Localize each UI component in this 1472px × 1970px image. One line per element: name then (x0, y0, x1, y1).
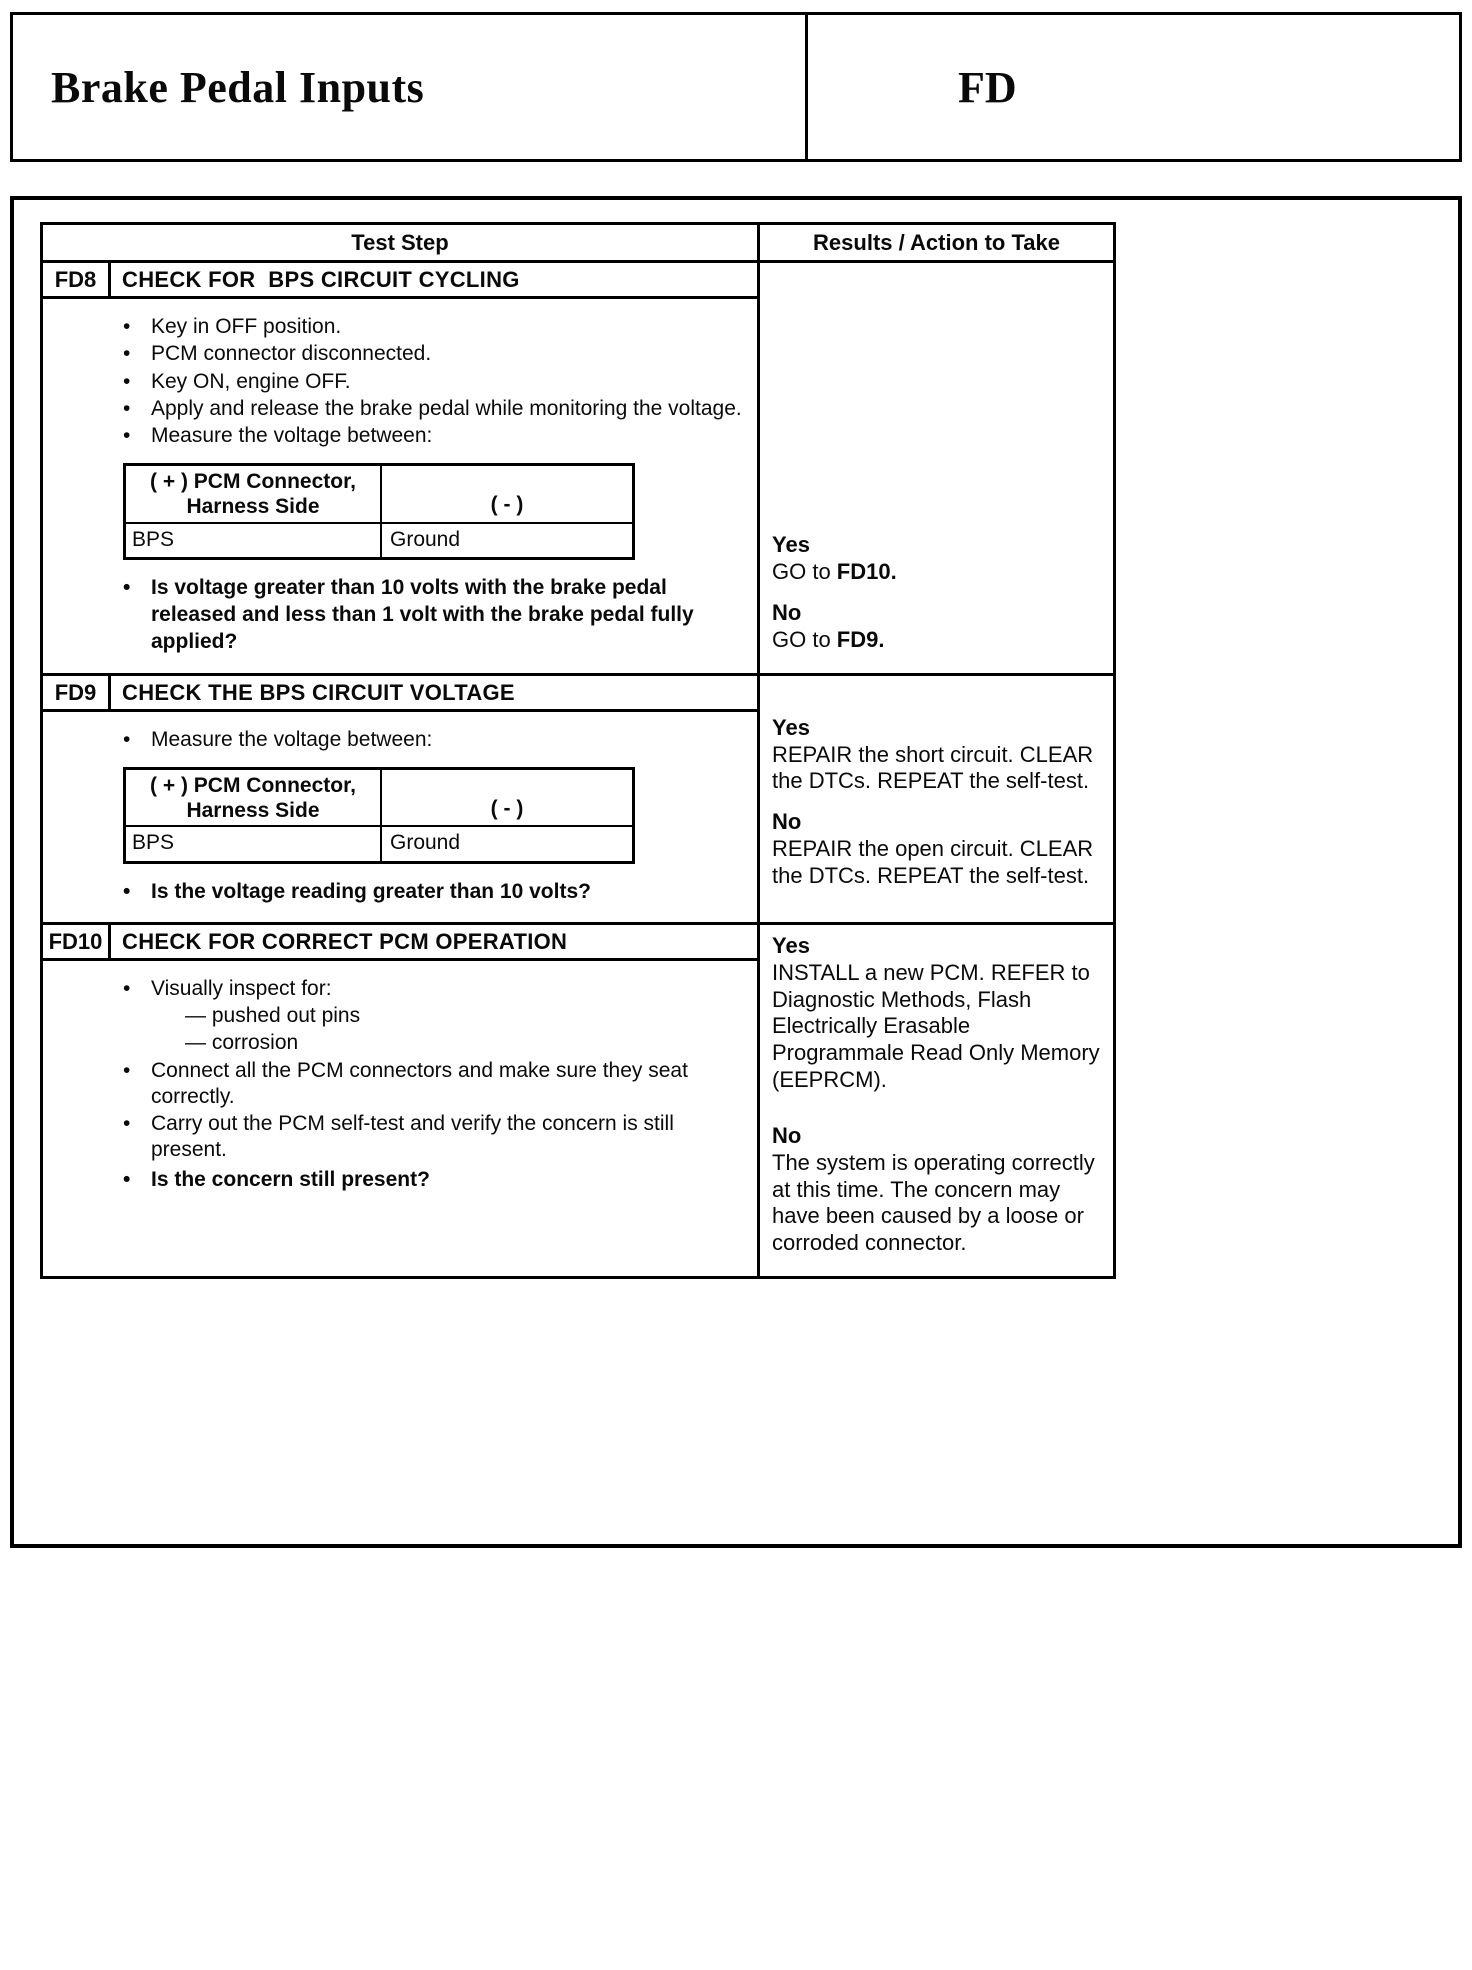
dash-sub-item: — corrosion (185, 1031, 299, 1055)
column-header-results: Results / Action to Take (813, 230, 1060, 255)
result-label: No (772, 600, 802, 626)
page-title: Brake Pedal Inputs (51, 62, 425, 112)
result-action-ref: FD9. (836, 626, 885, 652)
step-title: CHECK FOR BPS CIRCUIT CYCLING (122, 267, 520, 292)
result-action-text: GO to (772, 626, 837, 652)
page-header (10, 12, 1462, 162)
result-no (772, 600, 1103, 654)
meter-value-negative: Ground (390, 527, 461, 551)
result-label: Yes (772, 714, 810, 740)
meter-value-negative: Ground (390, 831, 461, 855)
meter-table-header (126, 466, 632, 523)
step-title: CHECK FOR CORRECT PCM OPERATION (122, 928, 568, 954)
bullet-text: • Apply and release the brake pedal while monitoring the voltage. (151, 396, 742, 420)
result-yes (772, 715, 1103, 795)
meter-header-positive-line1: ( + ) PCM Connector, (150, 470, 356, 494)
bullet-item (123, 341, 745, 367)
step-header (43, 263, 757, 299)
test-step-cell (43, 676, 760, 922)
result-action: The system is operating correctly at this time. The concern may have been caused by a loose or corroded connector. (772, 1149, 1095, 1256)
step-header (43, 925, 757, 961)
step-id-badge: FD8 (43, 263, 111, 296)
result-action: REPAIR the open circuit. CLEAR the DTCs. REPEAT the self-test. (772, 836, 1094, 888)
meter-header-negative: ( - ) (490, 797, 524, 821)
result-label: No (772, 809, 802, 835)
bullet-item (123, 423, 745, 449)
bullet-item (123, 369, 745, 395)
result-action: REPAIR the short circuit. CLEAR the DTCs. REPEAT the self-test. (772, 741, 1094, 794)
result-action (772, 559, 1103, 586)
section-code: FD (958, 62, 1017, 112)
result-action-text: GO to (772, 559, 837, 585)
result-action: INSTALL a new PCM. REFER to Diagnostic Methods, Flash Electrically Erasable Programmale Read Only Memory (EEPRCM). (772, 959, 1100, 1093)
meter-table-row (126, 524, 632, 557)
step-id-badge: FD9 (43, 676, 111, 709)
step-body (43, 299, 757, 673)
bullet-item (123, 314, 745, 340)
meter-header-positive (126, 770, 382, 825)
table-header-row (43, 225, 1113, 263)
bullet-text: • Carry out the PCM self-test and verify the concern is still present. (151, 1112, 674, 1162)
test-step-cell (43, 263, 760, 673)
bullet-item (123, 976, 745, 1002)
bullet-text: • Key in OFF position. (151, 315, 342, 338)
meter-header-positive-line1: ( + ) PCM Connector, (150, 774, 356, 798)
question-text: • Is the concern still present? (151, 1167, 430, 1191)
meter-table-row (126, 827, 632, 860)
bullet-text: • PCM connector disconnected. (151, 342, 432, 366)
step-row-fd10 (43, 922, 1113, 1276)
result-yes (772, 933, 1103, 1094)
result-label: Yes (772, 532, 810, 558)
step-row-fd8 (43, 263, 1113, 673)
meter-header-negative: ( - ) (490, 493, 524, 517)
bullet-text: • Measure the voltage between: (151, 424, 433, 447)
test-step-cell (43, 925, 760, 1276)
bullet-item (123, 1058, 745, 1111)
result-yes (772, 532, 1103, 586)
question-text: • Is the voltage reading greater than 10 volts? (151, 879, 591, 903)
step-row-fd9 (43, 673, 1113, 922)
step-question (123, 574, 745, 656)
meter-connection-table (123, 463, 635, 560)
bullet-text: • Measure the voltage between: (151, 727, 433, 751)
result-label: Yes (772, 932, 810, 958)
result-action-ref: FD10. (836, 559, 897, 585)
meter-connection-table (123, 767, 635, 864)
results-cell (760, 263, 1113, 673)
result-no (772, 809, 1103, 889)
column-header-test-step: Test Step (43, 225, 760, 260)
results-cell (760, 925, 1113, 1276)
step-body (43, 712, 757, 922)
results-cell (760, 676, 1113, 922)
step-body (43, 961, 757, 1276)
diagnostic-table (40, 222, 1116, 1279)
meter-header-positive (126, 466, 382, 521)
step-id-badge: FD10 (43, 925, 111, 958)
result-label: No (772, 1122, 802, 1148)
page-title-cell (13, 15, 808, 159)
question-text: • Is voltage greater than 10 volts with the brake pedal released and less than 1 volt with the brake pedal fully applied? (151, 575, 694, 654)
bullet-item (123, 1111, 745, 1164)
meter-header-positive-line2: Harness Side (186, 495, 320, 519)
bullet-item (123, 727, 745, 753)
meter-value-positive: BPS (126, 524, 382, 557)
result-no (772, 1123, 1103, 1257)
meter-header-positive-line2: Harness Side (186, 799, 320, 823)
result-action (772, 627, 1103, 654)
step-header (43, 676, 757, 712)
bullet-text: • Connect all the PCM connectors and make sure they seat correctly. (151, 1058, 688, 1108)
meter-value-positive: BPS (126, 827, 382, 860)
meter-table-header (126, 770, 632, 827)
step-question (123, 878, 745, 905)
content-box (10, 196, 1462, 1548)
bullet-text: • Key ON, engine OFF. (151, 369, 351, 393)
bullet-text: • Visually inspect for: (151, 976, 332, 1000)
dash-sub-item: — pushed out pins (185, 1004, 361, 1028)
bullet-item (123, 396, 745, 422)
step-title: CHECK THE BPS CIRCUIT VOLTAGE (122, 679, 515, 705)
step-question (123, 1166, 745, 1193)
section-code-cell (808, 15, 1459, 159)
